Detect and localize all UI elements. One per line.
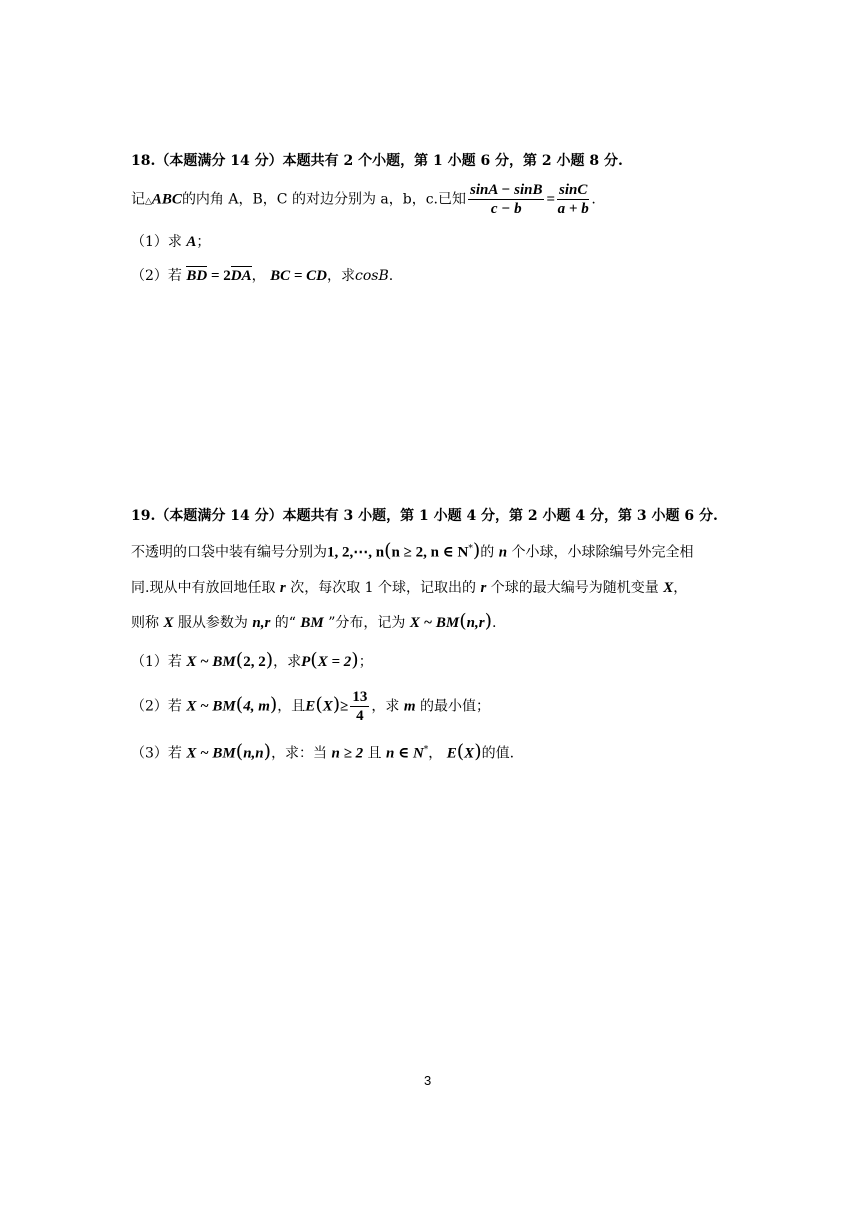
q18-fraction-2: $\frac{\sin C}{a + b}$ xyxy=(557,182,589,217)
q19-line2-r2: r xyxy=(480,580,487,596)
q19-part1: （1）若 X ~ BM(2, 2)，求P(X = 2)； xyxy=(131,649,373,671)
q18-part1-label: （1）求 xyxy=(131,234,182,250)
q19-part2-end: 的最小值； xyxy=(419,698,490,715)
q18-part2-eq: = 2 xyxy=(207,268,231,284)
q19-line1-text-c: 个小球，小球除编号外完全相 xyxy=(511,544,694,561)
q19-line2-text-c: 个球的最大编号为随机变量 xyxy=(490,580,659,596)
q19-part3: （3）若 X ~ BM(n,n)，求：当 n ≥ 2 且 n ∈ N*， E(X)的值. xyxy=(131,740,515,763)
q19-part3-dist: X ~ BM xyxy=(186,745,236,762)
q18-part2 xyxy=(131,266,393,286)
q19-line2-x: X xyxy=(663,580,674,596)
q19-part2-label: （2）若 xyxy=(131,698,182,715)
q19-line2-text-b: 次，每次取 1 个球，记取出的 xyxy=(290,580,477,596)
q19-part3-ask: ，求：当 xyxy=(271,745,328,762)
q19-part3-cond: n ≥ 2 xyxy=(331,745,364,762)
q18-fraction-1: $\frac{\sin A - \sin B}{c - b}$ xyxy=(470,182,543,217)
q19-part3-x: X xyxy=(464,745,475,762)
q19-part1-end: ； xyxy=(358,654,373,670)
q19-line3-end: . xyxy=(492,615,497,631)
q18-part1-end: ； xyxy=(196,234,211,250)
q18-stem-mid: 的内角 A，B，C 的对边分别为 a，b，c.已知 xyxy=(181,191,466,208)
q19-part1-label: （1）若 xyxy=(131,654,182,670)
q19-part2-mid: ，且 xyxy=(277,698,306,715)
q19-line3-text-a: 则称 xyxy=(131,615,159,631)
q19-part1-args: 2, 2 xyxy=(243,654,266,670)
q19-part3-cond2: n ∈ N xyxy=(386,745,424,762)
q19-part1-dist: X ~ BM xyxy=(186,654,236,670)
q19-part3-label: （3）若 xyxy=(131,745,182,762)
triangle-symbol: △ xyxy=(145,196,152,207)
q19-part3-args: n,n xyxy=(243,745,264,762)
q19-part2-fraction: $\frac{13}{4}$ xyxy=(352,689,368,724)
q19-part2-ask: ，求 xyxy=(371,698,400,715)
q19-line3-dist: X ~ BM xyxy=(409,615,460,631)
q19-part2-e: E xyxy=(305,698,316,715)
q19-line3-text-b: 服从参数为 xyxy=(177,615,248,631)
q19-part2-dist: X ~ BM xyxy=(186,698,236,715)
q18-part1 xyxy=(131,232,210,252)
q19-line1-text-b: 的 xyxy=(480,544,495,561)
q19-line3-text-c: 的“ xyxy=(274,615,296,631)
q18-part1-var: A xyxy=(186,234,197,250)
q19-line3-text-d: ”分布，记为 xyxy=(328,615,406,631)
q19-part3-e: E xyxy=(446,745,457,762)
q18-part2-mid: ， xyxy=(251,268,266,284)
q19-line2-text-d: ， xyxy=(673,580,688,596)
q19-part1-arg: X = 2 xyxy=(317,654,352,670)
q18-part2-bccd: BC = CD xyxy=(270,268,327,284)
q18-part2-cos: cosB xyxy=(354,268,389,284)
q18-stem-end: . xyxy=(591,191,596,208)
q19-cond-sup: * xyxy=(468,544,473,554)
q19-part2-ge: ≥ xyxy=(340,698,349,715)
q18-stem xyxy=(131,181,596,218)
q18-part2-ask: ，求 xyxy=(326,268,355,284)
q19-part2-args: 4, m xyxy=(243,698,270,715)
q19-line1-n: n xyxy=(498,544,508,561)
q19-part3-and: 且 xyxy=(367,745,382,762)
q19-part1-ask: ，求 xyxy=(273,654,302,670)
vector-bd: BD xyxy=(186,268,208,284)
q18-part2-end: . xyxy=(388,268,394,284)
q19-part2-m: m xyxy=(403,698,416,715)
q19-line2-r: r xyxy=(279,580,286,596)
q19-header: 19.（本题满分 14 分）本题共有 3 小题，第 1 小题 4 分，第 2 小题 4 分，第 3 小题 6 分. xyxy=(131,508,718,524)
q18-header: 18.（本题满分 14 分）本题共有 2 个小题，第 1 小题 6 分，第 2 小题 8 分. xyxy=(131,153,623,169)
q19-line3-x: X xyxy=(163,615,174,631)
q18-stem-prefix: 记 xyxy=(131,191,145,208)
q19-line3: 则称 X 服从参数为 n,r 的“ BM ”分布，记为 X ~ BM(n,r). xyxy=(131,610,497,632)
q19-line1-text-a: 不透明的口袋中装有编号分别为 xyxy=(131,544,327,561)
page-number: 3 xyxy=(424,1073,432,1088)
q18-equals: = xyxy=(546,191,556,208)
q19-line2-text-a: 同.现从中有放回地任取 xyxy=(131,580,276,596)
q19-part1-p: P xyxy=(301,654,311,670)
q19-line1: 不透明的口袋中装有编号分别为1, 2,⋯, n(n ≥ 2, n ∈ N*)的 n 个小球，小球除编号外完全相 xyxy=(131,539,694,562)
q19-number-seq: 1, 2,⋯, n xyxy=(327,544,385,561)
q19-part2: （2）若 X ~ BM(4, m)，且E(X)≥ $\frac{13}{4}$ ，求 m 的最小值； xyxy=(131,689,490,724)
q19-part3-comma: ， xyxy=(428,745,443,762)
vector-da: DA xyxy=(230,268,252,284)
q18-triangle-abc: ABC xyxy=(151,191,182,208)
q19-cond: n ≥ 2, n ∈ N xyxy=(391,544,469,561)
q19-part3-sup: * xyxy=(423,745,429,755)
q19-part3-end: 的值. xyxy=(481,745,515,762)
q18-part2-label: （2）若 xyxy=(131,268,182,284)
q19-line2 xyxy=(131,578,687,598)
q19-line3-nr: n,r xyxy=(252,615,271,631)
q19-line3-args: n,r xyxy=(466,615,485,631)
q19-line3-bm: BM xyxy=(300,615,324,631)
q19-part2-x: X xyxy=(322,698,333,715)
